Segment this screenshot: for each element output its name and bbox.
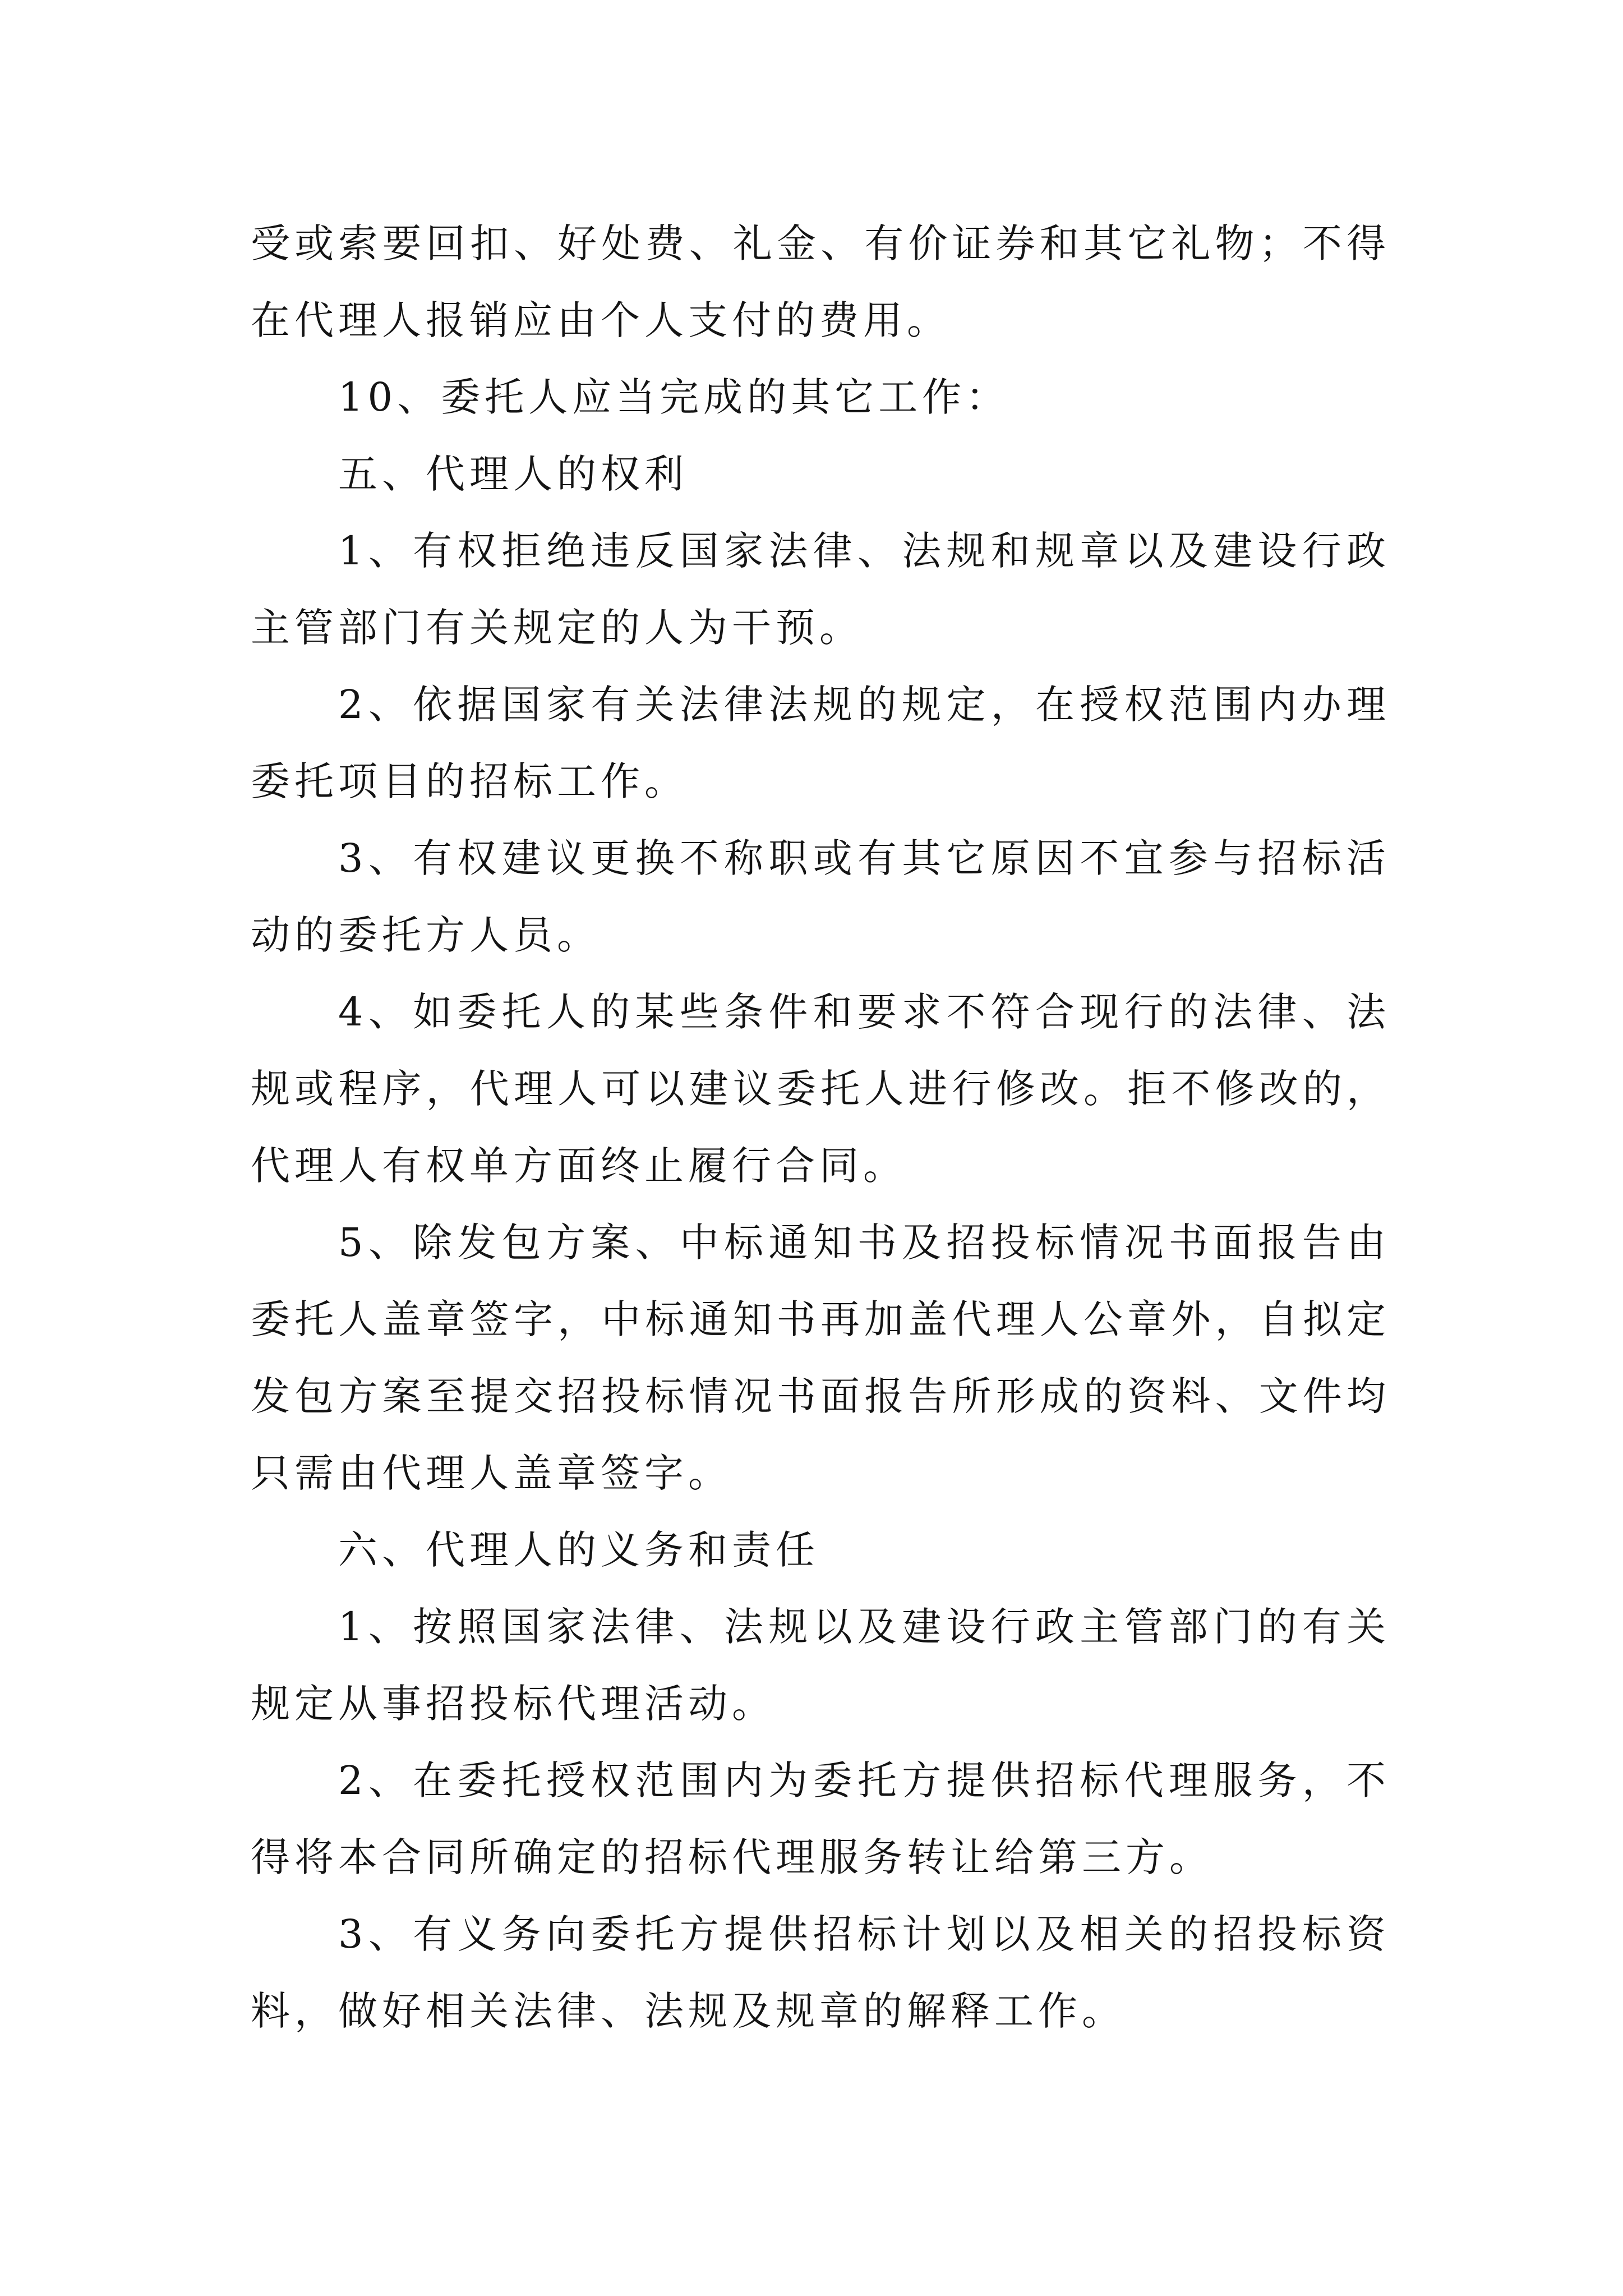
paragraph bbox=[251, 1742, 1390, 1896]
text-line: 得将本合同所确定的招标代理服务转让给第三方。 bbox=[251, 1834, 1213, 1880]
text-line: 1、按照国家法律、法规以及建设行政主管部门的有关 bbox=[338, 1604, 1390, 1650]
text-line: 5、除发包方案、中标通知书及招投标情况书面报告由 bbox=[338, 1220, 1390, 1266]
text-line: 在代理人报销应由个人支付的费用。 bbox=[251, 297, 951, 343]
text-line: 只需由代理人盖章签字。 bbox=[251, 1450, 732, 1496]
text-line: 代理人有权单方面终止履行合同。 bbox=[251, 1143, 907, 1189]
paragraph bbox=[251, 205, 1390, 359]
document-body bbox=[251, 205, 1390, 2050]
paragraph bbox=[251, 666, 1390, 820]
text-line: 料，做好相关法律、法规及规章的解释工作。 bbox=[251, 1988, 1126, 2034]
paragraph bbox=[251, 1512, 1390, 1589]
paragraph bbox=[251, 820, 1390, 974]
text-line: 2、在委托授权范围内为委托方提供招标代理服务，不 bbox=[338, 1757, 1390, 1803]
text-line: 委托项目的招标工作。 bbox=[251, 758, 688, 804]
text-line: 规定从事招投标代理活动。 bbox=[251, 1681, 776, 1727]
text-line: 10、委托人应当完成的其它工作： bbox=[338, 374, 1010, 420]
paragraph bbox=[251, 436, 1390, 513]
paragraph bbox=[251, 1896, 1390, 2050]
text-line: 3、有权建议更换不称职或有其它原因不宜参与招标活 bbox=[338, 835, 1390, 881]
text-line: 动的委托方人员。 bbox=[251, 912, 601, 958]
text-line: 2、依据国家有关法律法规的规定，在授权范围内办理 bbox=[338, 682, 1390, 728]
paragraph bbox=[251, 974, 1390, 1204]
text-line: 1、有权拒绝违反国家法律、法规和规章以及建设行政 bbox=[338, 528, 1390, 574]
text-line: 委托人盖章签字，中标通知书再加盖代理人公章外，自拟定 bbox=[251, 1296, 1390, 1342]
text-line: 4、如委托人的某些条件和要求不符合现行的法律、法 bbox=[338, 989, 1390, 1035]
text-line: 3、有义务向委托方提供招标计划以及相关的招投标资 bbox=[338, 1911, 1390, 1957]
text-line: 主管部门有关规定的人为干预。 bbox=[251, 605, 863, 651]
text-line: 规或程序，代理人可以建议委托人进行修改。拒不修改的， bbox=[251, 1066, 1390, 1112]
text-line: 受或索要回扣、好处费、礼金、有价证券和其它礼物；不得 bbox=[251, 220, 1390, 266]
paragraph bbox=[251, 1589, 1390, 1742]
text-line: 五、代理人的权利 bbox=[338, 451, 688, 497]
text-line: 六、代理人的义务和责任 bbox=[338, 1527, 819, 1573]
paragraph bbox=[251, 1204, 1390, 1512]
text-line: 发包方案至提交招投标情况书面报告所形成的资料、文件均 bbox=[251, 1373, 1390, 1419]
paragraph bbox=[251, 513, 1390, 666]
paragraph bbox=[251, 359, 1390, 436]
